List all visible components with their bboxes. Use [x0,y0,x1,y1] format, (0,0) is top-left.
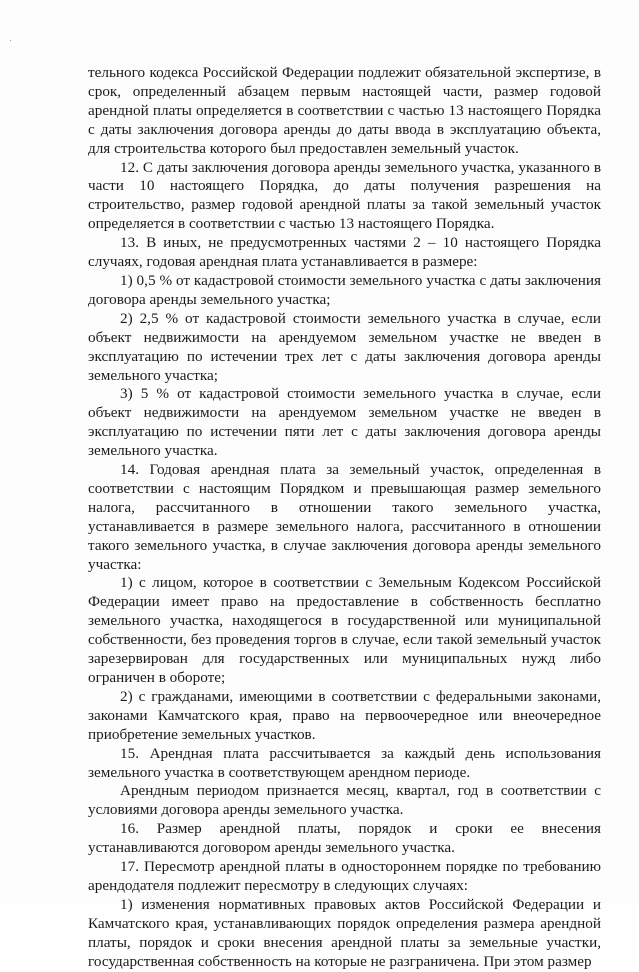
paragraph-14-item-1: 1) с лицом, которое в соответствии с Земельным Кодексом Российской Федерации имеет право на предоставление в собственность бесплатно земельного участка, находящегося в государственной или муниципальной собственности, без проведения торгов в случае, если такой земельный участок зарезервирован для государственных или муниципальных нужд либо ограничен в обороте; [88,574,601,686]
paragraph-13: 13. В иных, не предусмотренных частями 2 – 10 настоящего Порядка случаях, годовая арендная плата устанавливается в размере: [88,234,601,271]
paragraph-15: 15. Арендная плата рассчитывается за каждый день использования земельного участка в соответствующем арендном периоде. [88,744,601,781]
paragraph-continuation: тельного кодекса Российской Федерации подлежит обязательной экспертизе, в срок, определенный абзацем первым настоящей части, размер годовой арендной платы определяется в соответствии с частью 13 настоящего Порядка с даты заключения договора аренды до даты ввода в эксплуатацию объекта, для строительства которого был предоставлен земельный участок. [88,64,601,157]
paragraph-14-item-2: 2) с гражданами, имеющими в соответствии с федеральными законами, законами Камчатского края, право на первоочередное или внеочередное приобретение земельных участков. [88,687,601,743]
paragraph-17: 17. Пересмотр арендной платы в одностороннем порядке по требованию арендодателя подлежит пересмотру в следующих случаях: [88,858,601,894]
paragraph-17-item-1: 1) изменения нормативных правовых актов Российской Федерации и Камчатского края, устанавливающих порядок определения размера арендной платы, порядок и сроки внесения арендной платы за земельные участки, государственная собственность на которые не разграничена. При этом размер [88,895,601,970]
document-body [88,64,601,972]
paragraph-16: 16. Размер арендной платы, порядок и сроки ее внесения устанавливаются договором аренды земельного участка. [88,820,601,857]
paragraph-12: 12. С даты заключения договора аренды земельного участка, указанного в части 10 настоящего Порядка, до даты получения разрешения на строительство, размер годовой арендной платы за такой земельный участок определяется в соответствии с частью 13 настоящего Порядка. [88,158,601,233]
paragraph-13-item-2: 2) 2,5 % от кадастровой стоимости земельного участка в случае, если объект недвижимости на арендуемом земельном участке не введен в эксплуатацию по истечении трех лет с даты заключения договора аренды земельного участка; [88,309,601,384]
scan-speck [10,40,11,41]
paragraph-13-item-1: 1) 0,5 % от кадастровой стоимости земельного участка с даты заключения договора аренды земельного участка; [88,271,601,308]
paragraph-13-item-3: 3) 5 % от кадастровой стоимости земельного участка в случае, если объект недвижимости на арендуемом земельном участке не введен в эксплуатацию по истечении пяти лет с даты заключения договора аренды земельного участка. [88,385,601,460]
paragraph-rental-period: Арендным периодом признается месяц, квартал, год в соответствии с условиями договора аренды земельного участка. [88,782,601,819]
paragraph-14: 14. Годовая арендная плата за земельный участок, определенная в соответствии с настоящим Порядком и превышающая размер земельного налога, рассчитанного в отношении такого земельного участка, устанавливается в размере земельного налога, рассчитанного в отношении такого земельного участка, в случае заключения договора аренды земельного участка: [88,461,601,573]
